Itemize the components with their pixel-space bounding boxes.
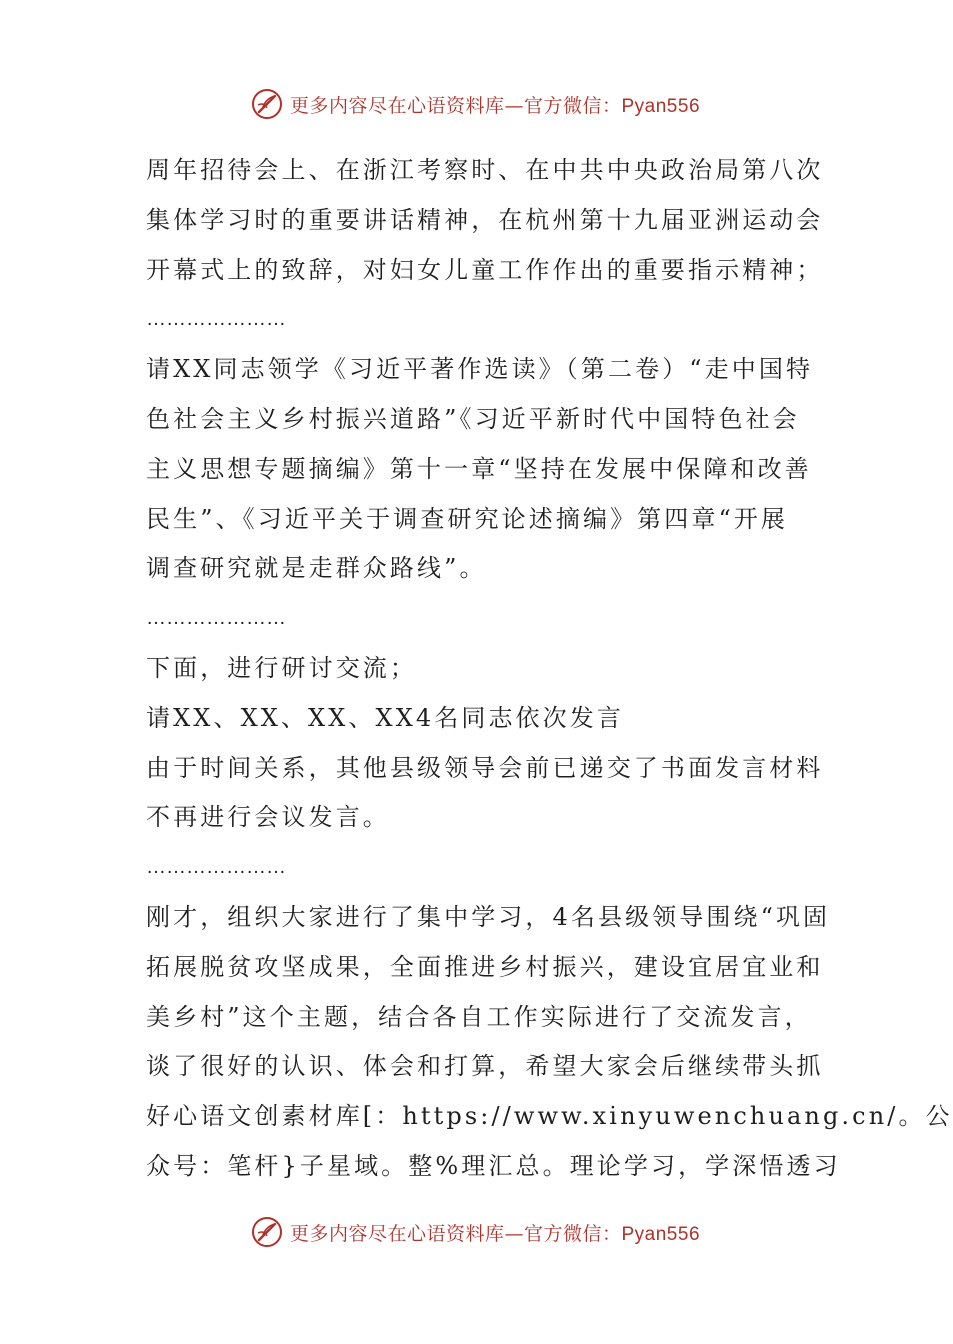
text-line: 拓展脱贫攻坚成果，全面推进乡村振兴，建设宜居宜业和 [146,952,824,981]
text-line: 下面，进行研讨交流； [146,653,417,682]
text-line: 请XX同志领学《习近平著作选读》（第二卷）“走中国特 [146,355,814,384]
header-watermark: 更多内容尽在心语资料库—官方微信：Pyan556 [289,94,701,117]
page-footer [0,1212,950,1252]
header-wechat-id: Pyan556 [621,95,701,117]
page-header [0,84,950,124]
document-body [146,146,953,1192]
text-line: 谈了很好的认识、体会和打算，希望大家会后继续带头抓 [146,1052,824,1081]
text-line: 周年招待会上、在浙江考察时、在中共中央政治局第八次 [146,156,824,184]
ellipsis-divider: ………………… [146,308,286,331]
text-line: 由于时间关系，其他县级领导会前已递交了书面发言材料 [146,753,824,782]
text-line: 众号：笔杆}子星域。整%理汇总。理论学习，学深悟透习 [146,1151,841,1180]
text-line: 集体学习时的重要讲话精神，在杭州第十九届亚洲运动会 [146,205,824,234]
ellipsis-divider: ………………… [146,856,286,879]
footer-watermark: 更多内容尽在心语资料库—官方微信：Pyan556 [289,1222,701,1245]
text-line: 色社会主义乡村振兴道路”《习近平新时代中国特色社会 [146,404,800,433]
quill-logo-icon [250,87,284,121]
ellipsis-divider: ………………… [146,607,286,630]
text-line: 民生”、《习近平关于调查研究论述摘编》第四章“开展 [146,504,789,533]
quill-logo-icon [250,1215,284,1249]
text-line: 好心语文创素材库[：https://www.xinyuwenchuang.cn/。公 [146,1102,953,1131]
text-line: 美乡村”这个主题，结合各自工作实际进行了交流发言， [146,1002,812,1031]
text-line: 调查研究就是走群众路线”。 [146,554,487,583]
footer-wechat-id: Pyan556 [621,1223,701,1245]
text-line: 刚才，组织大家进行了集中学习，4名县级领导围绕“巩固 [146,902,831,931]
text-line: 开幕式上的致辞，对妇女儿童工作作出的重要指示精神； [146,255,824,284]
text-line: 不再进行会议发言。 [146,803,390,832]
text-line: 请XX、XX、XX、XX4名同志依次发言 [146,703,624,732]
text-line: 主义思想专题摘编》第十一章“坚持在发展中保障和改善 [146,454,812,483]
